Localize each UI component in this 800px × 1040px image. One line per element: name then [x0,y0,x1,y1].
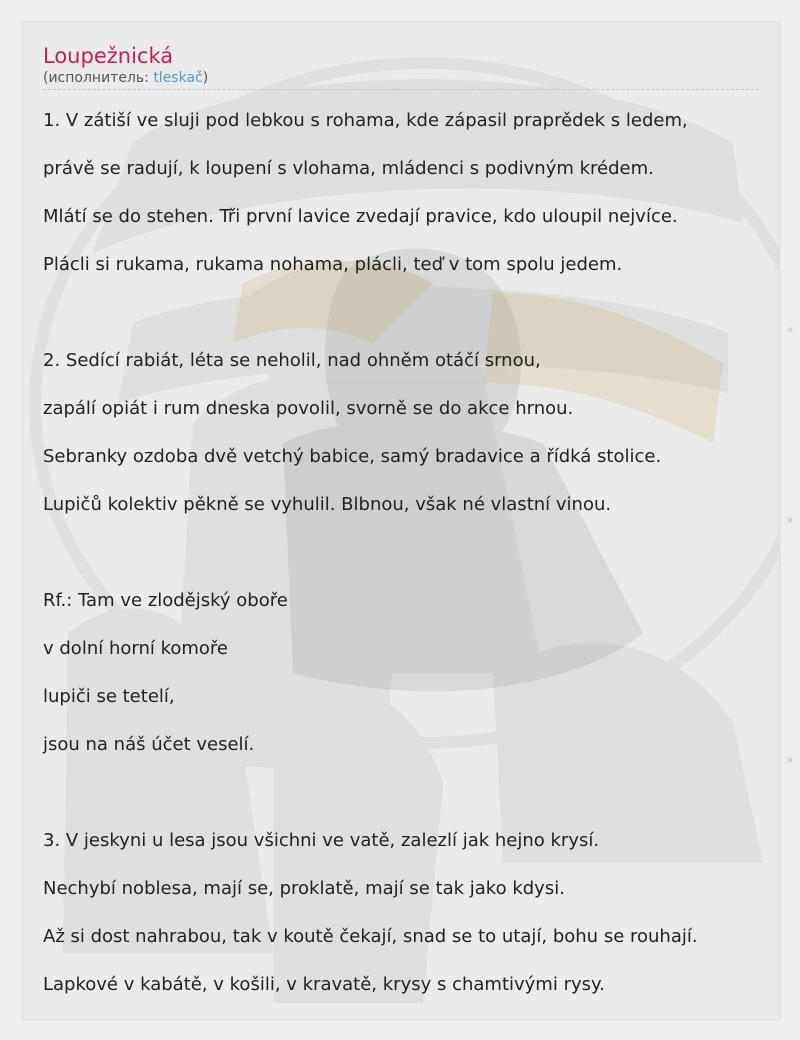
lyric-line-blank [43,529,779,577]
lyric-line: Rf.: Tam ve zlodějský oboře [43,590,288,611]
lyric-line: právě se radují, k loupení s vlohama, mládenci s podivným krédem. [43,158,654,179]
lyric-line-blank [43,289,779,337]
lyric-line: Lapkové v kabátě, v košili, v kravatě, krysy s chamtivými rysy. [43,974,605,995]
lyric-line-blank [43,769,779,817]
performer-line [43,69,759,90]
lyric-line: 2. Sedící rabiát, léta se neholil, nad ohněm otáčí srnou, [43,350,541,371]
song-header [43,43,759,90]
lyric-line: 1. V zátiší ve sluji pod lebkou s rohama, kde zápasil praprědek s ledem, [43,110,688,131]
lyric-line: Až si dost nahrabou, tak v koutě čekají, snad se to utají, bohu se rouhají. [43,926,698,947]
lyric-line: 3. V jeskyni u lesa jsou všichni ve vatě, zalezlí jak hejno krysí. [43,830,600,851]
performer-prefix: (исполнитель: [43,70,154,86]
lyric-line: Plácli si rukama, rukama nohama, plácli, teď v tom spolu jedem. [43,254,623,275]
lyrics-card [22,22,780,1020]
song-title: Loupežnická [43,44,174,68]
lyric-line: Lupičů kolektiv pěkně se vyhulil. Blbnou, však né vlastní vinou. [43,494,612,515]
performer-suffix: ) [202,70,209,86]
lyric-line: v dolní horní komoře [43,638,229,659]
performer-link[interactable]: tleskač [153,70,203,86]
lyric-line: Nechybí noblesa, mají se, proklatě, mají se tak jako kdysi. [43,878,565,899]
lyric-line: lupiči se tetelí, [43,686,175,707]
lyric-line: Mlátí se do stehen. Tři první lavice zvedají pravice, kdo uloupil nejvíce. [43,206,678,227]
lyric-line: jsou na náš účet veselí. [43,734,255,755]
lyrics-body [43,97,779,1009]
lyric-line: Sebranky ozdoba dvě vetchý babice, samý bradavice a řídká stolice. [43,446,662,467]
lyric-line: zapálí opiát i rum dneska povolil, svorně se do akce hrnou. [43,398,574,419]
